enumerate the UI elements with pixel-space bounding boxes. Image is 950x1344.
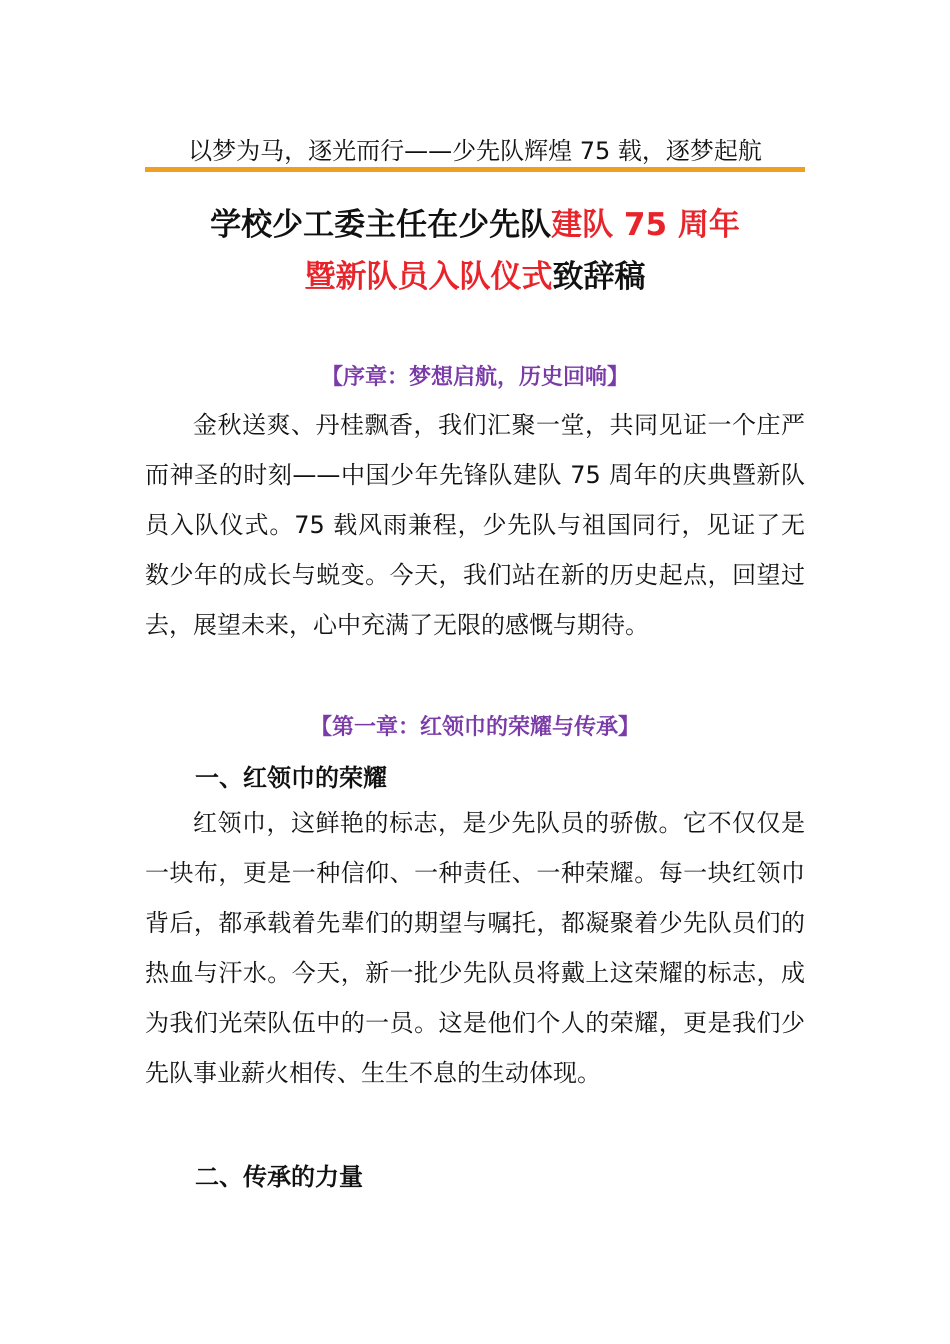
title-part-red: 建队 75 周年: [551, 207, 740, 243]
running-header: 以梦为马，逐光而行——少先队辉煌 75 载，逐梦起航: [188, 137, 762, 165]
section-2-heading: 二、传承的力量: [195, 1163, 363, 1191]
prelude-heading: 【序章：梦想启航，历史回响】: [320, 365, 629, 390]
title-part-red: 暨新队员入队仪式: [304, 259, 553, 295]
document-title-line-2: [145, 257, 805, 297]
section-1-paragraph: 红领巾，这鲜艳的标志，是少先队员的骄傲。它不仅仅是一块布，更是一种信仰、一种责任、一种荣耀。每一块红领巾背后，都承载着先辈们的期望与嘱托，都凝聚着少先队员们的热血与汗水。今天，新一批少先队员将戴上这荣耀的标志，成为我们光荣队伍中的一员。这是他们个人的荣耀，更是我们少先队事业薪火相传、生生不息的生动体现。: [145, 809, 805, 1087]
header-underline: [145, 167, 805, 172]
document-title-line-1: [145, 205, 805, 245]
prelude-paragraph: 金秋送爽、丹桂飘香，我们汇聚一堂，共同见证一个庄严而神圣的时刻——中国少年先锋队建队 75 周年的庆典暨新队员入队仪式。75 载风雨兼程，少先队与祖国同行，见证了无数少年的成长与蜕变。今天，我们站在新的历史起点，回望过去，展望未来，心中充满了无限的感慨与期待。: [145, 411, 805, 639]
section-1-heading: 一、红领巾的荣耀: [195, 764, 387, 792]
title-part-dark: 致辞稿: [552, 259, 646, 295]
title-part-dark: 学校少工委主任在少先队: [210, 207, 552, 243]
chapter-1-heading: 【第一章：红领巾的荣耀与传承】: [309, 715, 640, 740]
